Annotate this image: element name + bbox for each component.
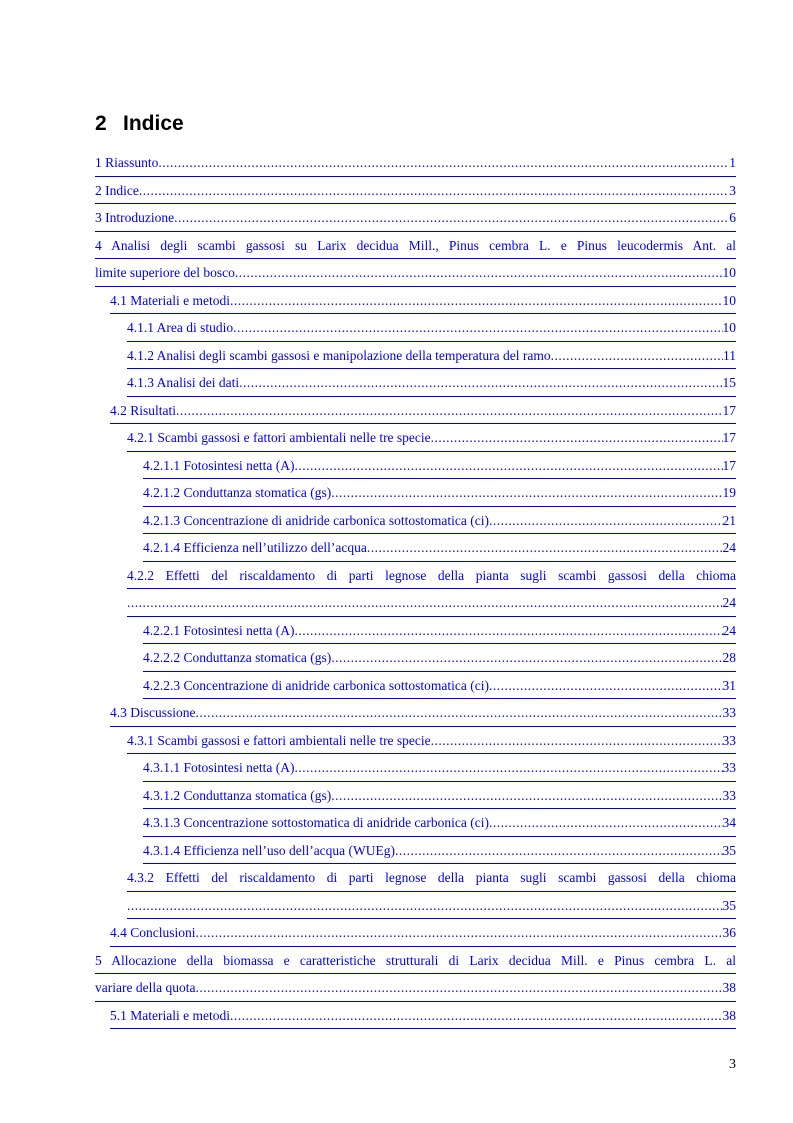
toc-entry-line: [143, 507, 736, 535]
toc-entry-title-line: 5 Allocazione della biomassa e caratteristiche strutturali di Larix decidua Mill. e Pinus cembra L. al: [95, 947, 736, 975]
toc-entry-line: [110, 699, 736, 727]
toc-entry-page: 17: [722, 430, 736, 445]
toc-entry-page: 28: [722, 650, 736, 665]
toc-leader-dots: [127, 589, 723, 617]
toc-entry-title: 2 Indice: [95, 182, 139, 198]
toc-entry-line: [143, 452, 736, 480]
toc-entry-page: 24: [722, 595, 736, 610]
toc-entry-line: [143, 672, 736, 700]
toc-entry-title: 4.3 Discussione: [110, 705, 196, 720]
heading-title: Indice: [123, 112, 184, 135]
heading-number: 2: [95, 112, 107, 135]
toc-entry-title: 4.2 Risultati: [110, 402, 177, 418]
toc-entry-line: [143, 754, 736, 782]
toc-entry-page: 34: [722, 815, 736, 830]
toc-entry[interactable]: [143, 809, 736, 837]
toc-entry-page: 38: [722, 980, 736, 995]
toc-entry-page: 10: [722, 292, 736, 308]
toc-leader-dots: [233, 314, 722, 342]
toc-leader-dots: [158, 149, 729, 177]
toc-entry-title: 4.1 Materiali e metodi: [110, 292, 230, 308]
toc-entry[interactable]: [143, 782, 736, 810]
toc-entry-line: [143, 534, 736, 562]
toc-leader-dots: [295, 452, 723, 480]
toc-entry[interactable]: [143, 672, 736, 700]
toc-entry-page: 17: [722, 402, 736, 418]
toc-leader-dots: [431, 727, 723, 755]
toc-entry-title: 5.1 Materiali e metodi: [110, 1007, 230, 1023]
toc-entry-line: [127, 314, 736, 342]
toc-entry[interactable]: [127, 864, 736, 919]
toc-entry-page: 33: [722, 705, 736, 720]
toc-entry-page: 15: [722, 375, 736, 390]
toc-entry-title: 4.3.1 Scambi gassosi e fattori ambientali nelle tre specie: [127, 732, 431, 748]
toc-entry-page: 35: [722, 842, 736, 858]
toc-entry[interactable]: [110, 919, 736, 947]
toc-leader-dots: [489, 507, 722, 535]
toc-leader-dots: [174, 204, 729, 232]
toc-leader-dots: [331, 644, 722, 672]
toc-leader-dots: [489, 809, 722, 837]
toc-leader-dots: [395, 837, 722, 865]
toc-entry-page: 24: [722, 540, 736, 555]
toc-entry-title: limite superiore del bosco: [95, 265, 235, 280]
toc-entry-title: 4.2.1.4 Efficienza nell’utilizzo dell’acqua: [143, 540, 367, 555]
toc-entry-page: 24: [722, 622, 736, 638]
toc-entry-line: [143, 837, 736, 865]
toc-entry-title: 4.3.1.4 Efficienza nell’uso dell’acqua (WUEg): [143, 842, 396, 858]
toc-entry-page: 33: [722, 732, 736, 748]
toc-entry-line: [95, 204, 736, 232]
toc-entry-title: 4.2.1.2 Conduttanza stomatica (gs): [143, 485, 332, 500]
toc-leader-dots: [196, 919, 723, 947]
toc-entry[interactable]: [127, 424, 736, 452]
toc-entry[interactable]: [95, 232, 736, 287]
toc-entry-line: [143, 809, 736, 837]
toc-entry-page: 6: [729, 210, 736, 225]
toc-entry-line: [127, 727, 736, 755]
toc-entry-title-line: 4.3.2 Effetti del riscaldamento di parti legnose della pianta sugli scambi gassosi della chioma: [127, 864, 736, 892]
toc-entry-title: 3 Introduzione: [95, 210, 175, 225]
toc-entry-title: 1 Riassunto: [95, 155, 159, 170]
toc-leader-dots: [196, 699, 723, 727]
toc-entry[interactable]: [127, 562, 736, 617]
toc-entry-line: [110, 919, 736, 947]
toc-entry-title: 4.1.2 Analisi degli scambi gassosi e manipolazione della temperatura del ramo: [127, 347, 551, 363]
toc-entry-title: 4.2.1.1 Fotosintesi netta (A): [143, 457, 295, 473]
page-number: 3: [729, 1057, 736, 1072]
toc-entry-line: [143, 644, 736, 672]
toc-entry-page: 17: [722, 457, 736, 473]
toc-entry-title: 4.1.1 Area di studio: [127, 320, 234, 335]
toc-leader-dots: [431, 424, 723, 452]
toc-entry-title: 4.2.1.3 Concentrazione di anidride carbonica sottostomatica (ci): [143, 512, 490, 528]
toc-entry[interactable]: [95, 204, 736, 232]
toc-leader-dots: [331, 479, 722, 507]
toc-entry[interactable]: [110, 1002, 736, 1030]
toc-entry-title: 4.1.3 Analisi dei dati: [127, 375, 240, 390]
toc-entry-title-line: 4 Analisi degli scambi gassosi su Larix decidua Mill., Pinus cembra L. e Pinus leucodermis Ant. al: [95, 232, 736, 260]
toc-entry[interactable]: [110, 397, 736, 425]
toc-leader-dots: [235, 259, 723, 287]
toc-entry-title: 4.3.1.1 Fotosintesi netta (A): [143, 760, 295, 775]
toc-leader-dots: [230, 287, 723, 315]
toc-entry-title-line: 4.2.2 Effetti del riscaldamento di parti legnose della pianta sugli scambi gassosi della chioma: [127, 562, 736, 590]
toc-entry-page: 35: [722, 897, 736, 913]
toc-entry[interactable]: [95, 149, 736, 177]
toc-entry-page: 38: [722, 1007, 736, 1023]
toc-entry-line: [110, 397, 736, 425]
toc-entry-page: 10: [722, 265, 736, 280]
toc-entry[interactable]: [143, 754, 736, 782]
toc-entry-line: [127, 369, 736, 397]
toc-entry-line: [110, 1002, 736, 1030]
toc-leader-dots: [239, 369, 722, 397]
toc-entry[interactable]: [143, 837, 736, 865]
toc-entry-title: 4.3.1.2 Conduttanza stomatica (gs): [143, 787, 332, 803]
toc-entry[interactable]: [143, 617, 736, 645]
toc-leader-dots: [367, 534, 723, 562]
toc-entry-page: 11: [723, 347, 736, 363]
toc-entry-title: variare della quota: [95, 980, 196, 995]
toc-entry-line: [95, 149, 736, 177]
toc-entry-page: 1: [729, 155, 736, 170]
toc-entry-line: [143, 479, 736, 507]
toc-entry-page: 10: [722, 320, 736, 335]
toc-entry-title: 4.2.2.3 Concentrazione di anidride carbonica sottostomatica (ci): [143, 677, 490, 693]
toc-entry-line: [127, 342, 736, 370]
toc-entry[interactable]: [143, 534, 736, 562]
toc-entry[interactable]: [143, 644, 736, 672]
toc-entry-line: [127, 892, 736, 920]
toc-leader-dots: [127, 892, 723, 920]
toc-leader-dots: [176, 397, 722, 425]
toc-entry[interactable]: [143, 479, 736, 507]
toc-entry-title: 4.3.1.3 Concentrazione sottostomatica di anidride carbonica (ci): [143, 815, 490, 830]
toc-entry[interactable]: [95, 947, 736, 1002]
toc-entry-page: 21: [722, 512, 736, 528]
toc-entry-title: 4.2.1 Scambi gassosi e fattori ambientali nelle tre specie: [127, 430, 431, 445]
toc-leader-dots: [551, 342, 723, 370]
toc-entry-page: 19: [722, 485, 736, 500]
toc-leader-dots: [295, 617, 723, 645]
toc-entry-page: 33: [722, 760, 736, 775]
toc-leader-dots: [195, 974, 722, 1002]
toc-entry-page: 33: [722, 787, 736, 803]
toc-entry-page: 36: [722, 925, 736, 940]
toc-entry-line: [127, 589, 736, 617]
toc-entry-page: 31: [722, 677, 736, 693]
toc-entry-line: [143, 782, 736, 810]
toc-entry-page: 3: [729, 182, 736, 198]
section-heading: [95, 112, 184, 136]
toc-entry-title: 4.2.2.1 Fotosintesi netta (A): [143, 622, 295, 638]
toc-entry[interactable]: [127, 369, 736, 397]
toc-entry-title: 4.4 Conclusioni: [110, 925, 196, 940]
toc-entry[interactable]: [127, 342, 736, 370]
toc-entry-line: [95, 974, 736, 1002]
toc-leader-dots: [295, 754, 723, 782]
toc-leader-dots: [230, 1002, 723, 1030]
toc-entry[interactable]: [95, 177, 736, 205]
toc-entry-line: [95, 259, 736, 287]
toc-entry-line: [110, 287, 736, 315]
toc-entry-title: 4.2.2.2 Conduttanza stomatica (gs): [143, 650, 332, 665]
toc-entry[interactable]: [143, 452, 736, 480]
toc-entry-line: [143, 617, 736, 645]
toc-entry-line: [95, 177, 736, 205]
toc-leader-dots: [331, 782, 722, 810]
toc-leader-dots: [139, 177, 729, 205]
toc-entry-line: [127, 424, 736, 452]
toc-leader-dots: [489, 672, 722, 700]
toc-entry[interactable]: [127, 314, 736, 342]
toc-entry[interactable]: [110, 699, 736, 727]
toc-entry[interactable]: [110, 287, 736, 315]
toc-entry[interactable]: [127, 727, 736, 755]
toc-entry[interactable]: [143, 507, 736, 535]
